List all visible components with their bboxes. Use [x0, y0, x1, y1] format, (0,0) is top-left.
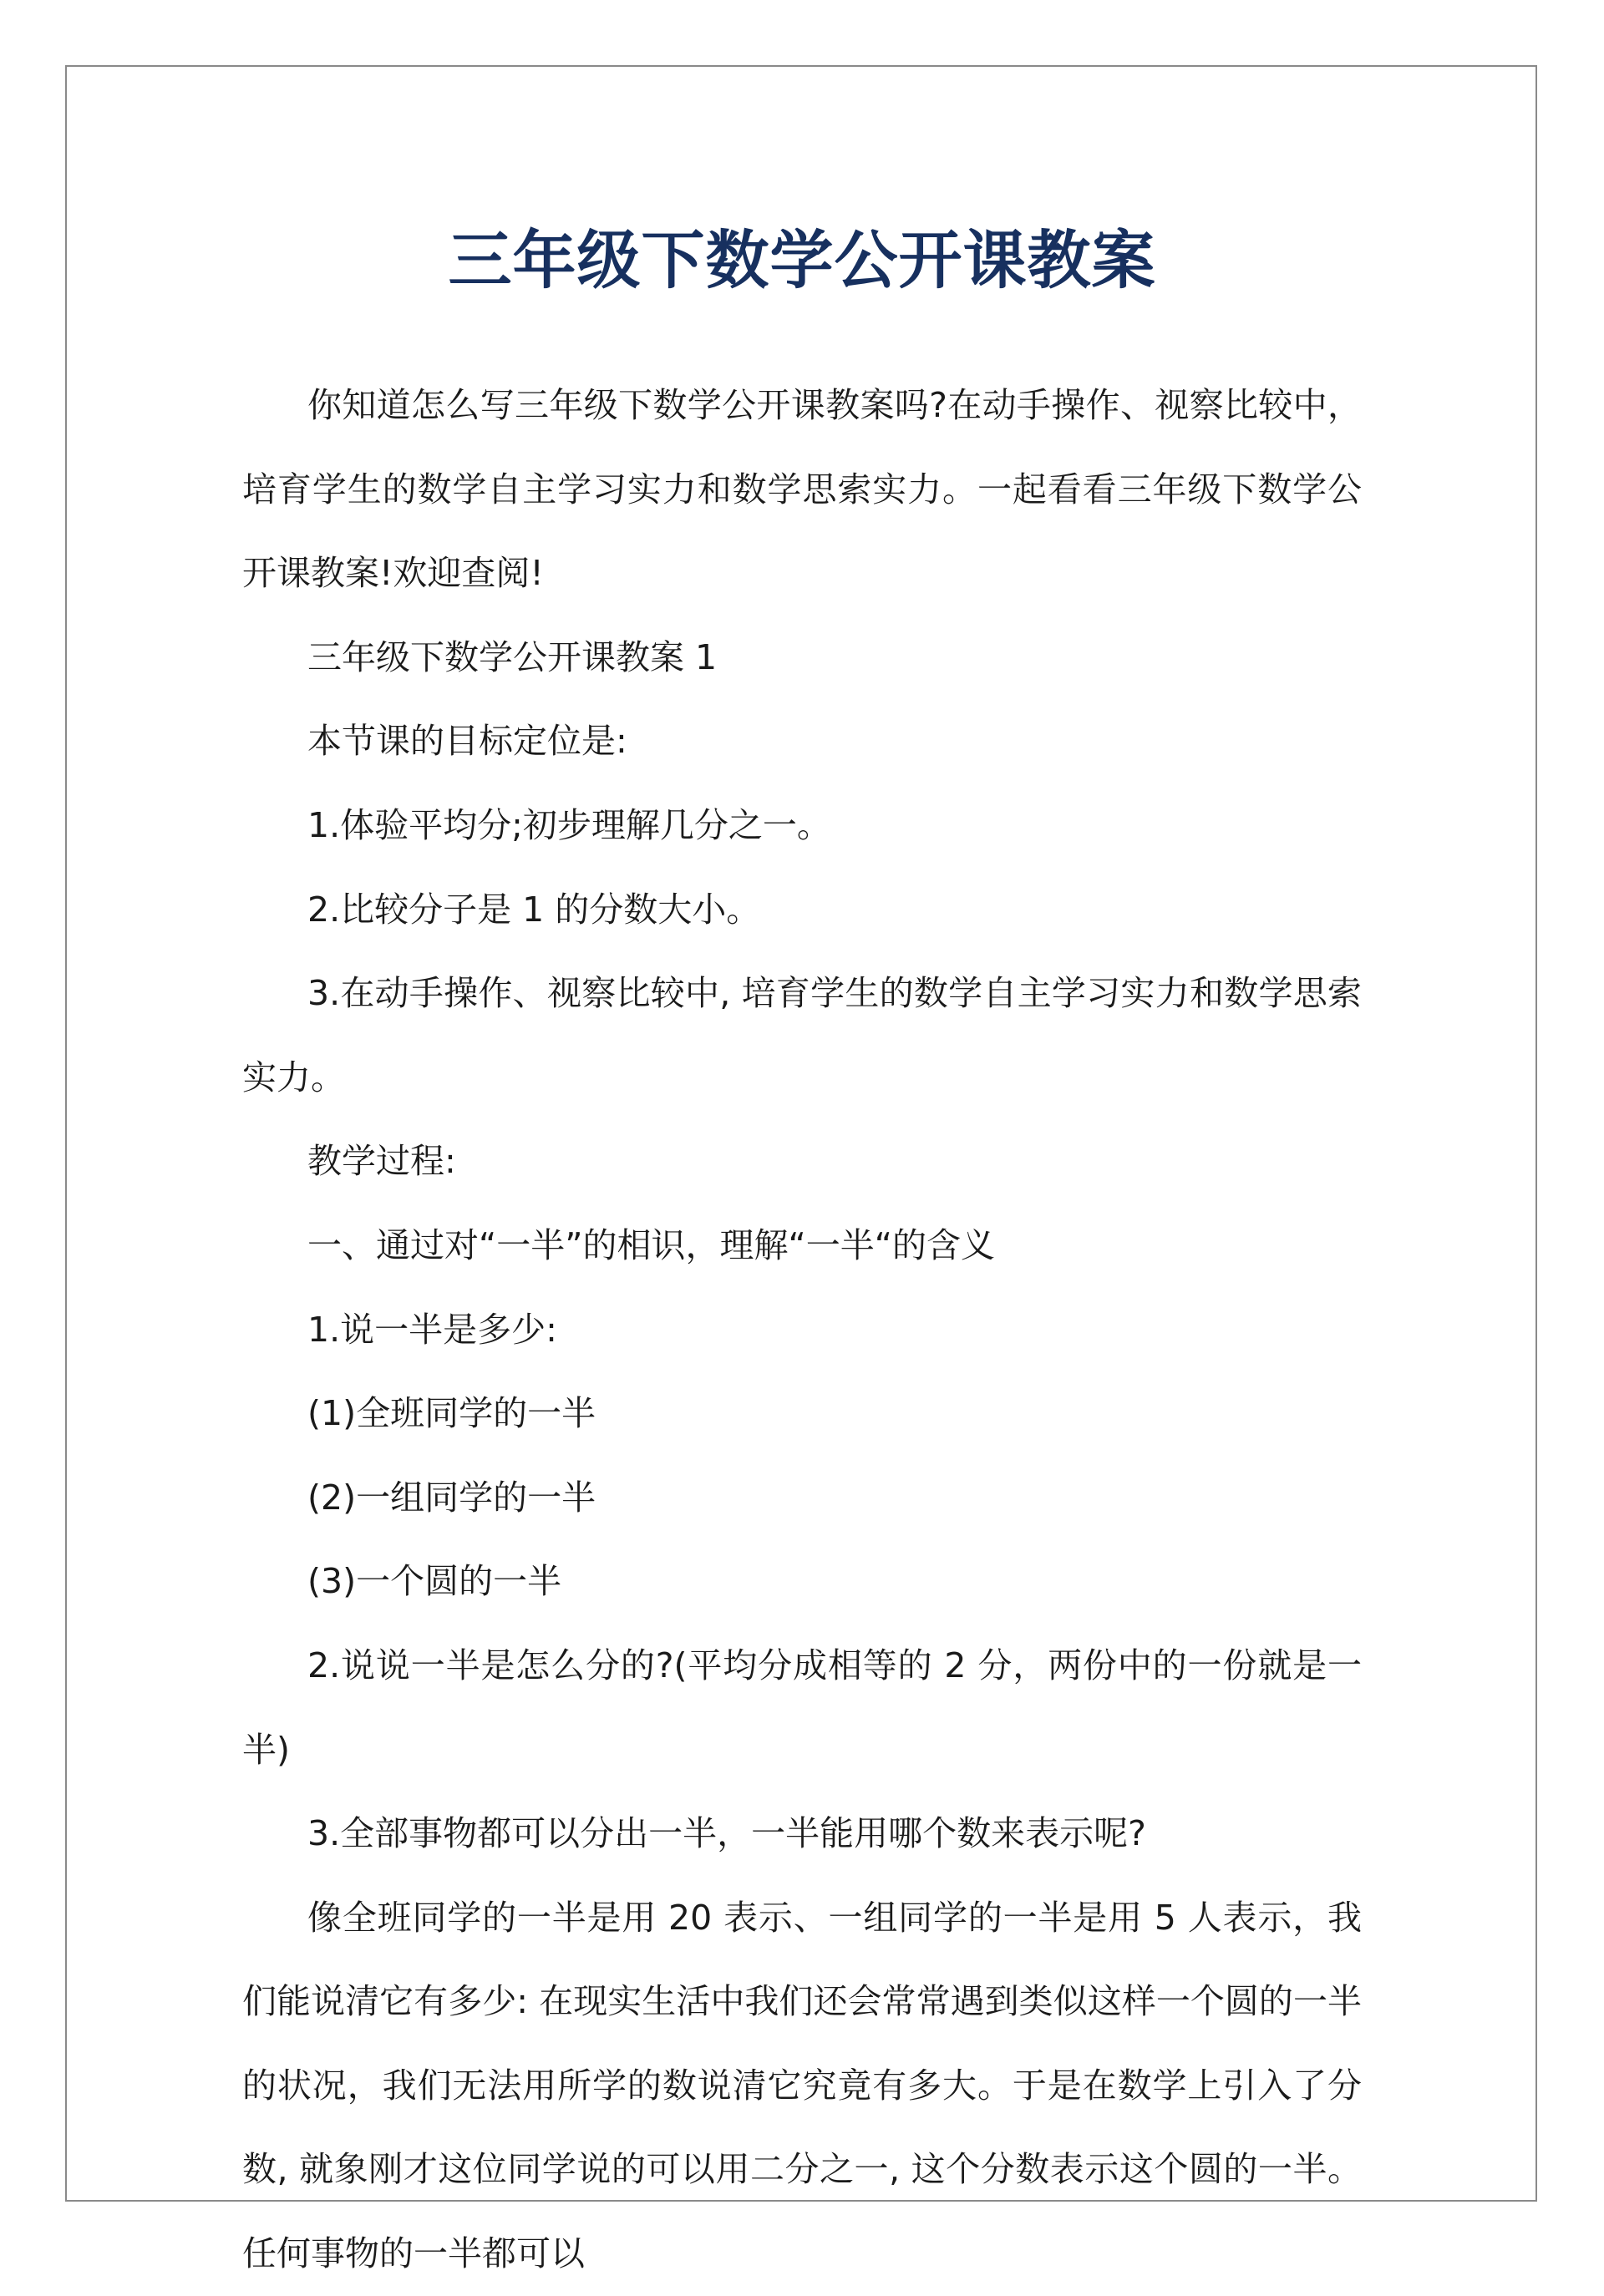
paragraph-goal-3: 3.在动手操作、视察比较中, 培育学生的数学自主学习实力和数学思索实力。 [242, 973, 1362, 1097]
paragraph-process-heading: 教学过程: [307, 1141, 456, 1182]
paragraph-part-one: 一、通过对“一半”的相识，理解“一半“的含义 [307, 1224, 995, 1265]
paragraph-goal-intro: 本节课的目标定位是: [307, 721, 627, 762]
paragraph-item-2: (2)一组同学的一半 [307, 1477, 596, 1518]
paragraph-step-1: 1.说一半是多少: [307, 1309, 557, 1350]
document-body [242, 363, 1362, 2296]
paragraph-intro: 你知道怎么写三年级下数学公开课教案吗?在动手操作、视察比较中，培育学生的数学自主学习实力和数学思索实力。一起看看三年级下数学公开课教案!欢迎查阅! [242, 385, 1362, 594]
paragraph-step-2: 2.说说一半是怎么分的?(平均分成相等的 2 分，两份中的一份就是一半) [242, 1645, 1362, 1770]
paragraph-section-heading: 三年级下数学公开课教案 1 [307, 636, 718, 677]
paragraph-goal-1: 1.体验平均分;初步理解几分之一。 [307, 804, 831, 845]
paragraph-explanation: 像全班同学的一半是用 20 表示、一组同学的一半是用 5 人表示，我们能说清它有多少: 在现实生活中我们还会常常遇到类似这样一个圆的一半的状况，我们无法用所学的数说清它究竟有多大。于是在数学上引入了分数, 就象刚才这位同学说的可以用二分之一, 这个分数表示这个圆的一半。任何事物的一半都可以 [242, 1897, 1362, 2274]
paragraph-item-1: (1)全班同学的一半 [307, 1393, 596, 1434]
paragraph-goal-2: 2.比较分子是 1 的分数大小。 [307, 889, 761, 930]
paragraph-item-3: (3)一个圆的一半 [307, 1561, 562, 1602]
paragraph-step-3: 3.全部事物都可以分出一半，一半能用哪个数来表示呢? [307, 1813, 1146, 1854]
document-title: 三年级下数学公开课教案 [448, 223, 1156, 297]
